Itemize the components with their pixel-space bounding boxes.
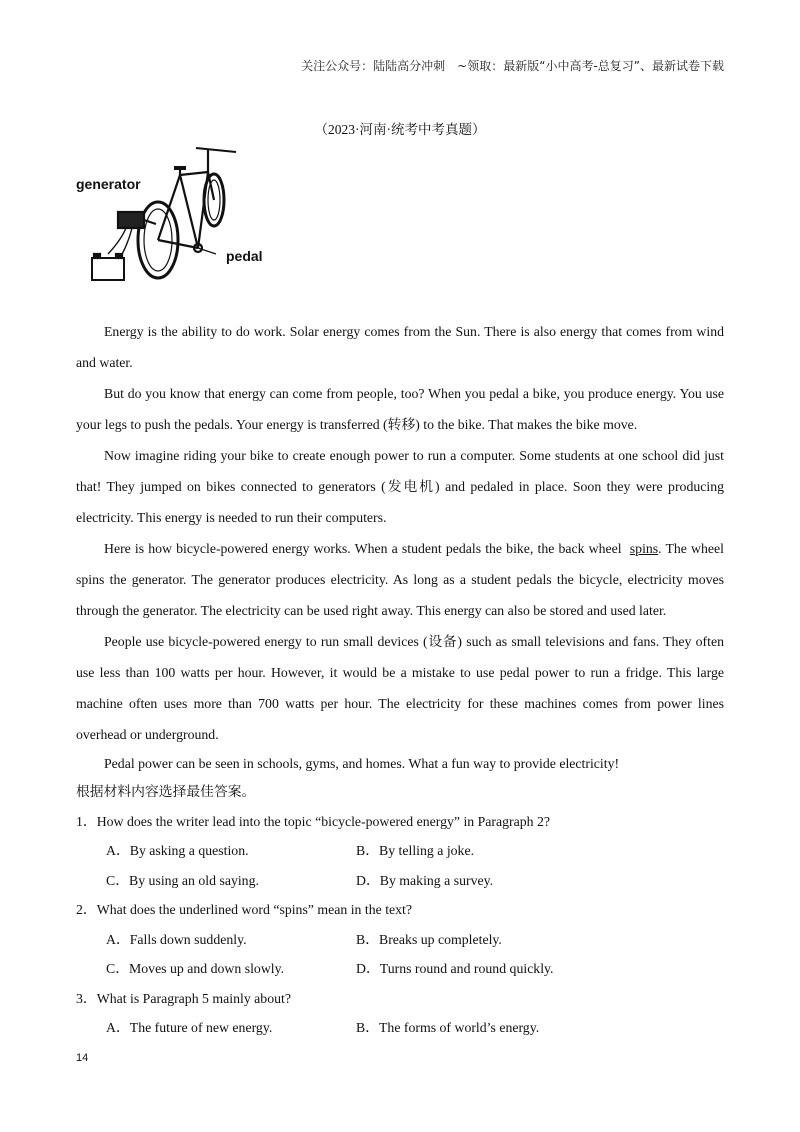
paragraph-3: Now imagine riding your bike to create enough power to run a computer. Some students at one school did just that! They jumped on bikes connected to generators (发电机) and pedaled in place. Soon they were producing electricity. This energy is needed to run their computers. bbox=[76, 448, 724, 525]
paragraph-4-before: Here is how bicycle-powered energy works. When a student pedals the bike, the back wheel bbox=[104, 541, 622, 556]
paragraph-4-after: . The wheel spins the generator. The generator produces electricity. As long as a student pedals the bicycle, electricity moves through the generator. The electricity can be used right away. This energy can also be stored and used later. bbox=[76, 541, 724, 618]
reading-content bbox=[76, 316, 724, 1043]
paragraph-4 bbox=[76, 533, 724, 626]
underlined-word-spins: spins bbox=[629, 541, 659, 556]
question-3-stem: 3．What is Paragraph 5 mainly about? bbox=[76, 990, 291, 1006]
paragraph-6: Pedal power can be seen in schools, gyms, and homes. What a fun way to provide electricity! bbox=[104, 756, 620, 771]
question-2-option-b[interactable]: B．Breaks up completely. bbox=[356, 931, 502, 947]
question-1-option-a[interactable]: A．By asking a question. bbox=[106, 843, 249, 858]
question-3-option-b[interactable]: B．The forms of world’s energy. bbox=[356, 1020, 540, 1035]
bicycle-generator-figure bbox=[76, 140, 276, 290]
pedal-label: pedal bbox=[226, 248, 263, 264]
header-promo: 关注公众号：陆陆高分冲刺 ~领取：最新版“小中高考-总复习”、最新试卷下载 bbox=[301, 59, 724, 73]
question-1-options-row-1 bbox=[76, 836, 724, 866]
question-3-option-a[interactable]: A．The future of new energy. bbox=[106, 1020, 273, 1035]
question-1-options-row-2 bbox=[76, 866, 724, 896]
question-2-stem: 2．What does the underlined word “spins” mean in the text? bbox=[76, 902, 413, 917]
paragraph-1: Energy is the ability to do work. Solar energy comes from the Sun. There is also energy that comes from wind and water. bbox=[76, 324, 724, 370]
question-1-option-b[interactable]: B．By telling a joke. bbox=[356, 843, 475, 858]
bicycle-illustration bbox=[76, 140, 276, 290]
page-number: 14 bbox=[76, 1052, 89, 1064]
question-2-option-c[interactable]: C．Moves up and down slowly. bbox=[106, 961, 285, 976]
question-1-option-c[interactable]: C．By using an old saying. bbox=[106, 872, 259, 888]
question-source: （2023·河南·统考中考真题） bbox=[314, 122, 486, 137]
question-1-option-d[interactable]: D．By making a survey. bbox=[356, 872, 494, 888]
question-2-options-row-1 bbox=[76, 925, 724, 955]
question-1-stem: 1．How does the writer lead into the topic “bicycle-powered energy” in Paragraph 2? bbox=[76, 813, 551, 829]
question-2-option-a[interactable]: A．Falls down suddenly. bbox=[106, 931, 247, 947]
instructions: 根据材料内容选择最佳答案。 bbox=[76, 784, 256, 799]
question-2-option-d[interactable]: D．Turns round and round quickly. bbox=[356, 961, 554, 976]
generator-label: generator bbox=[76, 176, 141, 192]
paragraph-2: But do you know that energy can come from people, too? When you pedal a bike, you produce energy. You use your legs to push the pedals. Your energy is transferred (转移) to the bike. That makes the bike move. bbox=[76, 386, 724, 432]
question-3-options-row-1 bbox=[76, 1013, 724, 1043]
paragraph-5: People use bicycle-powered energy to run small devices (设备) such as small televisions and fans. They often use less than 100 watts per hour. However, it would be a mistake to use pedal power to run a fridge. This large machine often uses more than 700 watts per hour. The electricity for these machines comes from power lines overhead or underground. bbox=[76, 634, 724, 742]
question-2-options-row-2 bbox=[76, 954, 724, 984]
